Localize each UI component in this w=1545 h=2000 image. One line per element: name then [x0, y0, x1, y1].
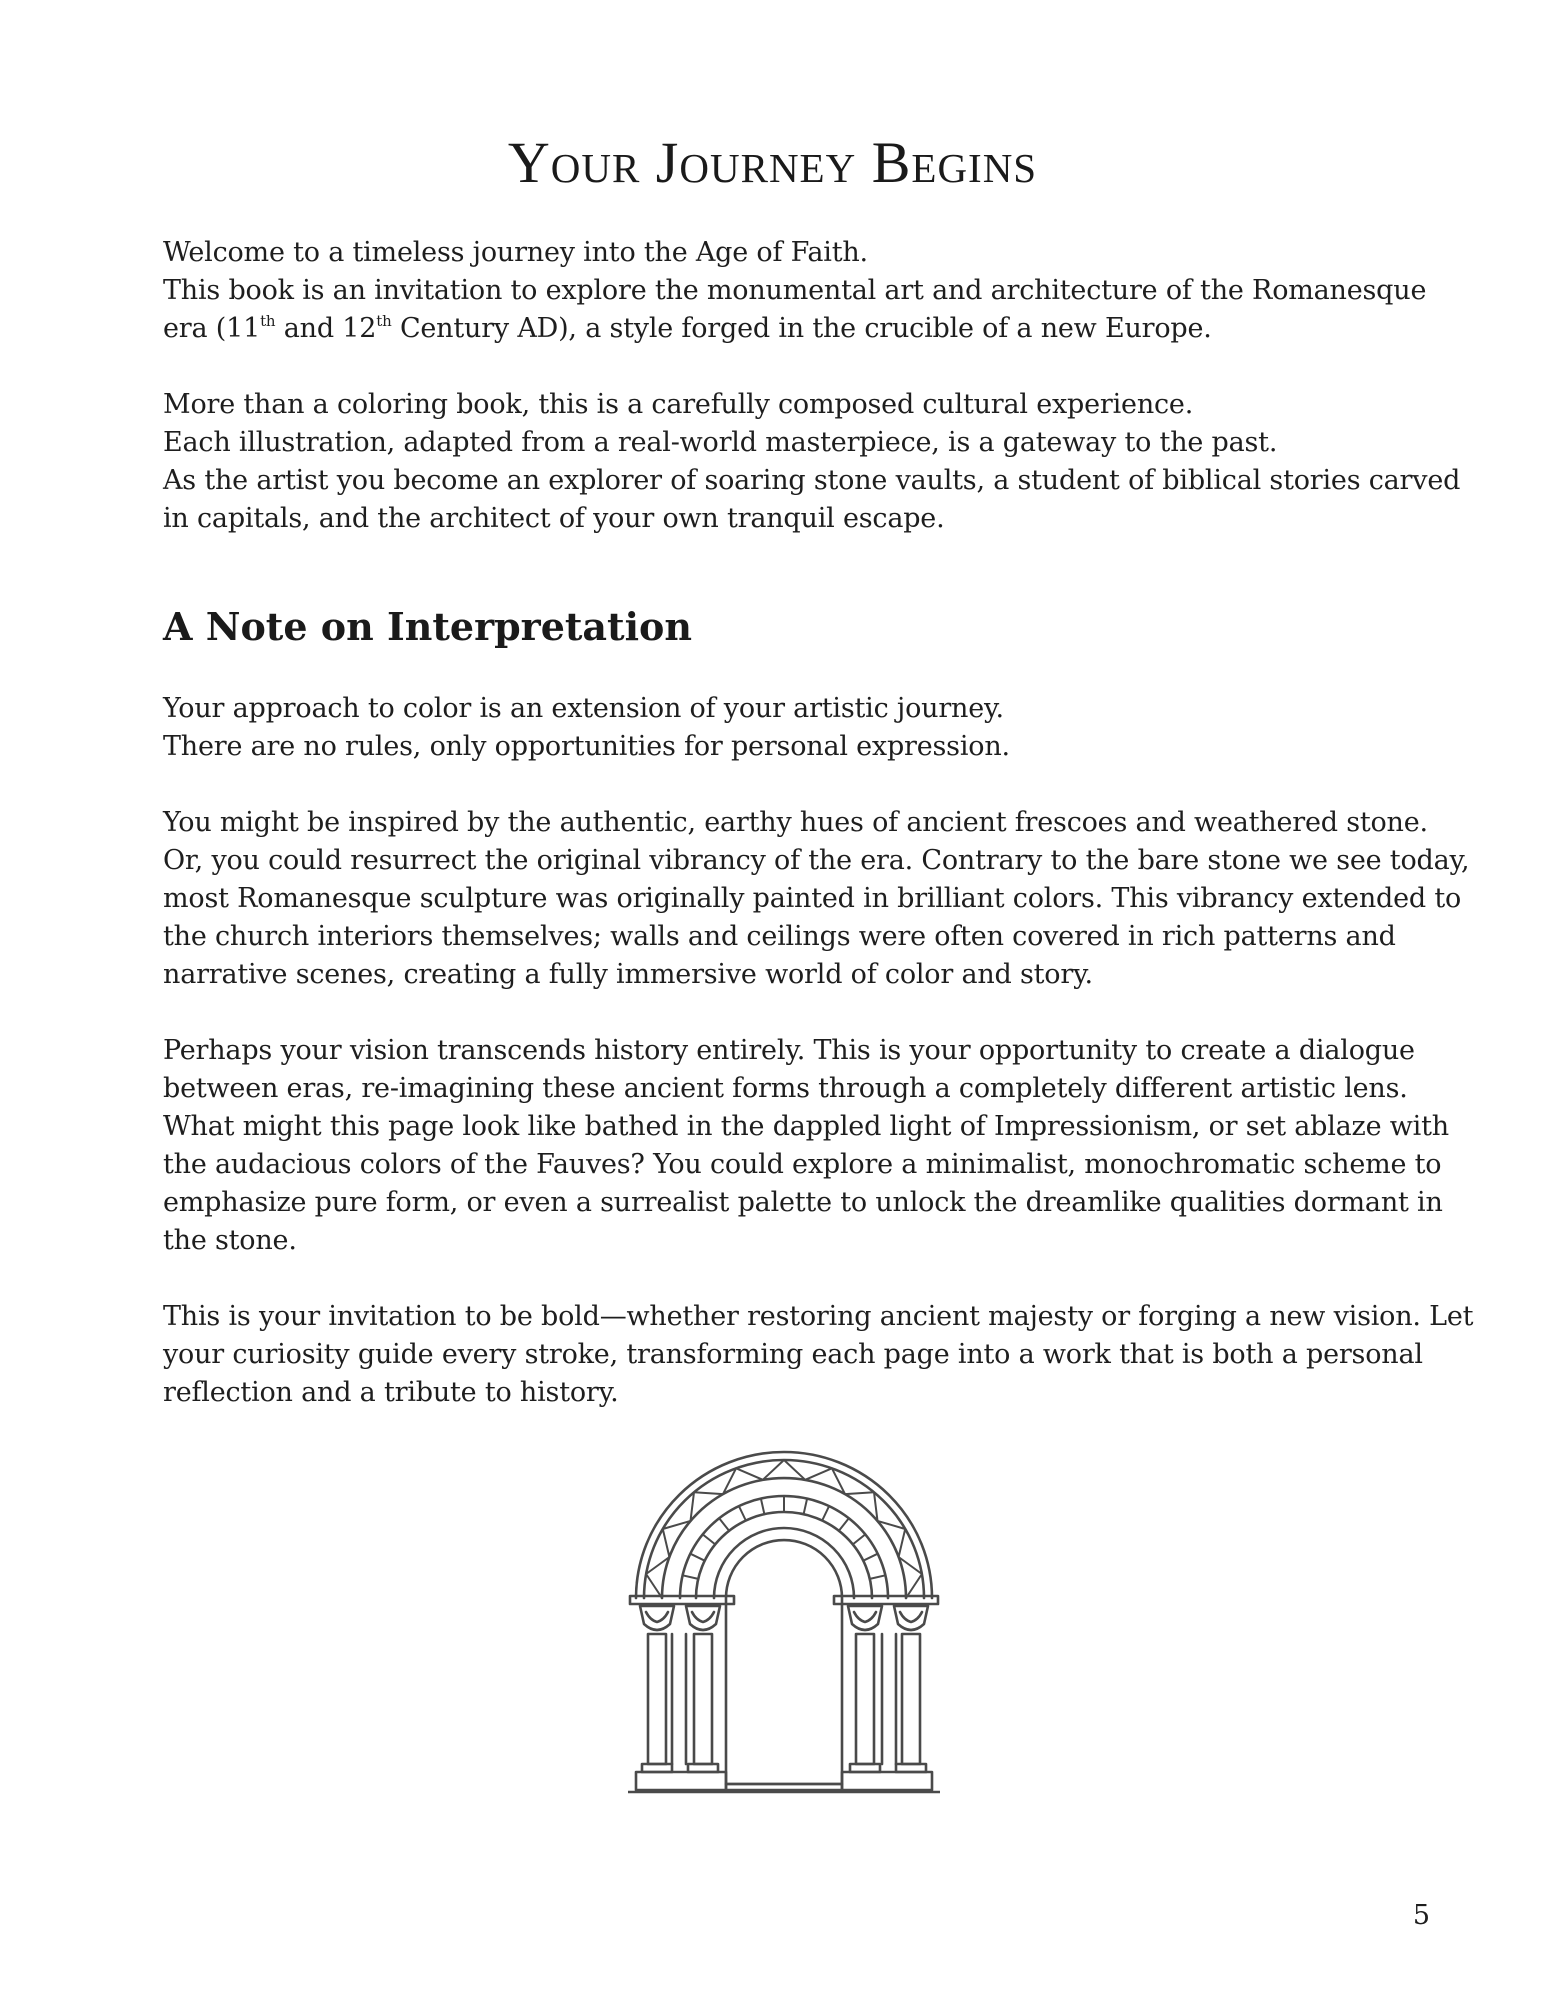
inspired-line-5: narrative scenes, creating a fully immersive world of color and story. [163, 958, 1093, 990]
intro-paragraph [163, 234, 1427, 348]
approach-paragraph [163, 690, 1423, 766]
page-title: Your Journey Begins [507, 130, 1038, 195]
experience-paragraph [163, 386, 1461, 538]
ordinal-superscript: th [376, 312, 392, 330]
inspired-line-4: the church interiors themselves; walls and ceilings were often covered in rich patterns and [163, 920, 1396, 952]
intro-line-1: Welcome to a timeless journey into the Age of Faith. [163, 237, 868, 268]
approach-line-1: Your approach to color is an extension of your artistic journey. [163, 692, 1004, 724]
vision-line-3: What might this page look like bathed in the dappled light of Impressionism, or set ablaze with [163, 1110, 1449, 1142]
invitation-paragraph [163, 1298, 1474, 1412]
invitation-line-2: your curiosity guide every stroke, transforming each page into a work that is both a personal [163, 1338, 1423, 1370]
inspired-line-3: most Romanesque sculpture was originally painted in brilliant colors. This vibrancy extended to [163, 882, 1462, 914]
invitation-line-1: This is your invitation to be bold—whether restoring ancient majesty or forging a new vision. Let [163, 1300, 1474, 1332]
experience-line-4: in capitals, and the architect of your own tranquil escape. [163, 503, 945, 534]
experience-line-2: Each illustration, adapted from a real-world masterpiece, is a gateway to the past. [163, 427, 1278, 458]
ordinal-superscript: th [260, 312, 276, 330]
section-heading: A Note on Interpretation [163, 604, 693, 649]
experience-line-1: More than a coloring book, this is a carefully composed cultural experience. [163, 389, 1194, 420]
romanesque-arch-icon [628, 1448, 940, 1814]
intro-line-2: This book is an invitation to explore the monumental art and architecture of the Romanesque [163, 275, 1427, 306]
vision-line-2: between eras, re-imagining these ancient forms through a completely different artistic lens. [163, 1072, 1408, 1104]
arch-outer-band [636, 1452, 932, 1598]
vision-line-6: the stone. [163, 1224, 297, 1256]
page-number: 5 [1412, 1900, 1430, 1931]
experience-line-3: As the artist you become an explorer of soaring stone vaults, a student of biblical stories carved [163, 465, 1461, 496]
inspired-line-1: You might be inspired by the authentic, earthy hues of ancient frescoes and weathered stone. [163, 806, 1428, 838]
approach-line-2: There are no rules, only opportunities for personal expression. [163, 730, 1010, 762]
inspired-paragraph [163, 804, 1470, 994]
page-content [163, 234, 1474, 1450]
invitation-line-3: reflection and a tribute to history. [163, 1376, 619, 1408]
vision-paragraph [163, 1032, 1449, 1260]
inspired-line-2: Or, you could resurrect the original vibrancy of the era. Contrary to the bare stone we see today, [163, 844, 1470, 876]
arch-opening [726, 1540, 842, 1784]
vision-line-4: the audacious colors of the Fauves? You could explore a minimalist, monochromatic scheme to [163, 1148, 1442, 1180]
intro-line-3: era (11th and 12th Century AD), a style forged in the crucible of a new Europe. [163, 312, 1212, 344]
vision-line-5: emphasize pure form, or even a surrealist palette to unlock the dreamlike qualities dormant in [163, 1186, 1443, 1218]
vision-line-1: Perhaps your vision transcends history entirely. This is your opportunity to create a dialogue [163, 1034, 1415, 1066]
